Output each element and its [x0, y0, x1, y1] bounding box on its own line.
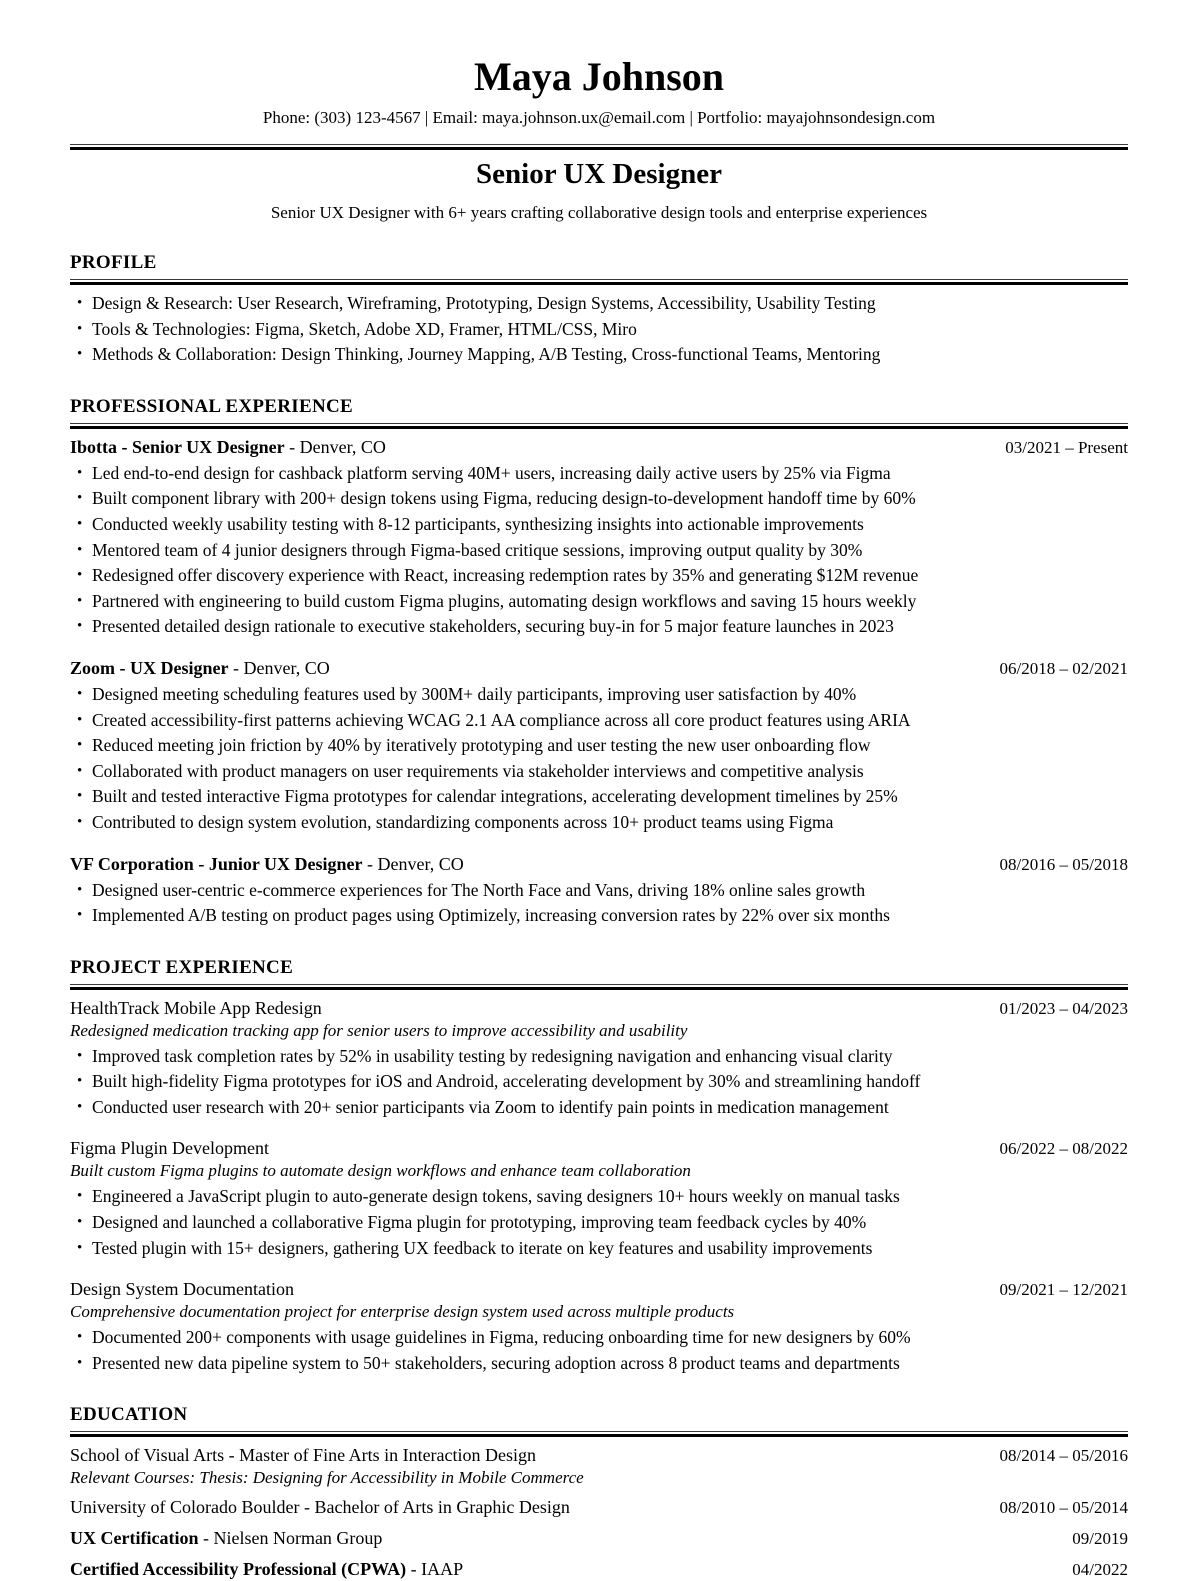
bullet-item: • Improved task completion rates by 52% in usability testing by redesigning navigation and enhancing visual clarity — [70, 1044, 1128, 1070]
resume-name: Maya Johnson — [473, 54, 725, 99]
job-title — [70, 436, 386, 459]
project-bullet-list — [70, 1044, 1128, 1121]
education-entry — [70, 1527, 1128, 1550]
project-header — [70, 1278, 1128, 1301]
job-dates: 08/2016 – 05/2018 — [999, 854, 1128, 874]
job-title — [70, 853, 464, 876]
bullet-item: • Built component library with 200+ design tokens using Figma, reducing design-to-development handoff time by 60% — [70, 486, 1128, 512]
job-bullet-list — [70, 682, 1128, 836]
bullet-item: • Contributed to design system evolution, standardizing components across 10+ product teams using Figma — [70, 810, 1128, 836]
section-heading-experience: PROFESSIONAL EXPERIENCE — [70, 395, 353, 417]
education-title: University of Colorado Boulder - Bachelor of Arts in Graphic Design — [70, 1497, 570, 1518]
bullet-item: • Designed meeting scheduling features used by 300M+ daily participants, improving user satisfaction by 40% — [70, 682, 1128, 708]
education-entry — [70, 1496, 1128, 1519]
project-entry — [70, 1137, 1128, 1261]
header-divider — [70, 144, 1128, 150]
project-header — [70, 997, 1128, 1020]
education-credential: Certified Accessibility Professional (CPWA) — [70, 1559, 407, 1580]
bullet-item: • Reduced meeting join friction by 40% by iteratively prototyping and user testing the new user onboarding flow — [70, 733, 1128, 759]
bullet-item: • Built high-fidelity Figma prototypes for iOS and Android, accelerating development by 30% and streamlining handoff — [70, 1069, 1128, 1095]
projects-divider — [70, 984, 1128, 990]
contact-line: Phone: (303) 123-4567 | Email: maya.johnson.ux@email.com | Portfolio: mayajohnsondesign.com — [262, 108, 936, 127]
education-dates: 04/2022 — [1072, 1560, 1128, 1580]
project-entry — [70, 997, 1128, 1121]
project-entry — [70, 1278, 1128, 1376]
bullet-item: • Designed and launched a collaborative Figma plugin for prototyping, improving team feedback cycles by 40% — [70, 1210, 1128, 1236]
education-credential: UX Certification — [70, 1528, 199, 1549]
job-entry — [70, 853, 1128, 929]
section-heading-education: EDUCATION — [70, 1404, 188, 1426]
bullet-item: • Designed user-centric e-commerce experiences for The North Face and Vans, driving 18% online sales growth — [70, 878, 1128, 904]
bullet-item: • Presented new data pipeline system to 50+ stakeholders, securing adoption across 8 product teams and departments — [70, 1351, 1128, 1377]
job-header — [70, 436, 1128, 459]
bullet-item: • Methods & Collaboration: Design Thinking, Journey Mapping, A/B Testing, Cross-functional Teams, Mentoring — [70, 342, 1128, 368]
experience-divider — [70, 423, 1128, 429]
job-company-role: VF Corporation - Junior UX Designer — [70, 853, 363, 874]
job-location: - Denver, CO — [366, 853, 464, 874]
job-entry — [70, 436, 1128, 640]
bullet-item: • Created accessibility-first patterns achieving WCAG 2.1 AA compliance across all core product features using ARIA — [70, 708, 1128, 734]
bullet-item: • Conducted user research with 20+ senior participants via Zoom to identify pain points in medication management — [70, 1095, 1128, 1121]
project-dates: 01/2023 – 04/2023 — [999, 998, 1128, 1018]
project-description: Redesigned medication tracking app for senior users to improve accessibility and usability — [70, 1020, 688, 1040]
job-bullet-list — [70, 461, 1128, 640]
bullet-item: • Collaborated with product managers on user requirements via stakeholder interviews and competitive analysis — [70, 759, 1128, 785]
project-dates: 09/2021 – 12/2021 — [999, 1280, 1128, 1300]
job-dates: 03/2021 – Present — [1005, 437, 1128, 457]
project-dates: 06/2022 – 08/2022 — [999, 1139, 1128, 1159]
bullet-item: • Built and tested interactive Figma prototypes for calendar integrations, accelerating development timelines by 25% — [70, 784, 1128, 810]
education-dates: 08/2010 – 05/2014 — [999, 1498, 1128, 1518]
bullet-item: • Led end-to-end design for cashback platform serving 40M+ users, increasing daily active users by 25% via Figma — [70, 461, 1128, 487]
job-bullet-list — [70, 878, 1128, 929]
project-bullet-list — [70, 1184, 1128, 1261]
job-title — [70, 657, 330, 680]
project-description: Built custom Figma plugins to automate design workflows and enhance team collaboration — [70, 1161, 691, 1181]
job-location: - Denver, CO — [289, 436, 386, 457]
education-dates: 09/2019 — [1072, 1529, 1128, 1549]
education-header — [70, 1558, 1128, 1581]
education-header — [70, 1496, 1128, 1519]
bullet-item: • Conducted weekly usability testing with 8-12 participants, synthesizing insights into actionable improvements — [70, 512, 1128, 538]
education-issuer: - Nielsen Norman Group — [202, 1528, 383, 1549]
education-issuer: - IAAP — [410, 1559, 464, 1580]
bullet-item: • Engineered a JavaScript plugin to auto-generate design tokens, saving designers 10+ hours weekly on manual tasks — [70, 1184, 1128, 1210]
project-title: Design System Documentation — [70, 1279, 294, 1300]
bullet-item: • Redesigned offer discovery experience with React, increasing redemption rates by 35% and generating $12M revenue — [70, 563, 1128, 589]
project-header — [70, 1137, 1128, 1160]
project-description: Comprehensive documentation project for enterprise design system used across multiple products — [70, 1302, 735, 1322]
education-note: Relevant Courses: Thesis: Designing for Accessibility in Mobile Commerce — [70, 1468, 584, 1488]
education-entry — [70, 1558, 1128, 1581]
bullet-item: • Tools & Technologies: Figma, Sketch, Adobe XD, Framer, HTML/CSS, Miro — [70, 317, 1128, 343]
job-entry — [70, 657, 1128, 836]
job-dates: 06/2018 – 02/2021 — [999, 658, 1128, 678]
job-company-role: Ibotta - Senior UX Designer — [70, 436, 285, 457]
project-title: HealthTrack Mobile App Redesign — [70, 997, 322, 1018]
job-header — [70, 853, 1128, 876]
project-title: Figma Plugin Development — [70, 1138, 269, 1159]
education-title: School of Visual Arts - Master of Fine Arts in Interaction Design — [70, 1445, 537, 1466]
bullet-item: • Documented 200+ components with usage guidelines in Figma, reducing onboarding time for new designers by 60% — [70, 1325, 1128, 1351]
job-company-role: Zoom - UX Designer — [70, 657, 229, 678]
bullet-item: • Mentored team of 4 junior designers through Figma-based critique sessions, improving output quality by 30% — [70, 538, 1128, 564]
education-header — [70, 1527, 1128, 1550]
education-title — [70, 1558, 463, 1581]
bullet-item: • Implemented A/B testing on product pages using Optimizely, increasing conversion rates by 22% over six months — [70, 903, 1128, 929]
section-heading-profile: PROFILE — [70, 252, 157, 273]
bullet-item: • Presented detailed design rationale to executive stakeholders, securing buy-in for 5 major feature launches in 2023 — [70, 614, 1128, 640]
bullet-item: • Design & Research: User Research, Wireframing, Prototyping, Design Systems, Accessibility, Usability Testing — [70, 291, 1128, 317]
summary-line: Senior UX Designer with 6+ years crafting collaborative design tools and enterprise experiences — [270, 203, 928, 222]
education-title — [70, 1527, 382, 1550]
profile-divider — [70, 279, 1128, 285]
bullet-item: • Tested plugin with 15+ designers, gathering UX feedback to iterate on key features and usability improvements — [70, 1236, 1128, 1262]
education-dates: 08/2014 – 05/2016 — [999, 1446, 1128, 1466]
project-bullet-list — [70, 1325, 1128, 1376]
education-divider — [70, 1431, 1128, 1437]
job-header — [70, 657, 1128, 680]
job-location: - Denver, CO — [232, 657, 330, 678]
education-header — [70, 1444, 1128, 1467]
section-heading-projects: PROJECT EXPERIENCE — [70, 956, 294, 978]
bullet-item: • Partnered with engineering to build custom Figma plugins, automating design workflows and saving 15 hours weekly — [70, 589, 1128, 615]
profile-bullet-list — [70, 291, 1128, 368]
role-title: Senior UX Designer — [476, 158, 722, 190]
education-entry — [70, 1444, 1128, 1488]
